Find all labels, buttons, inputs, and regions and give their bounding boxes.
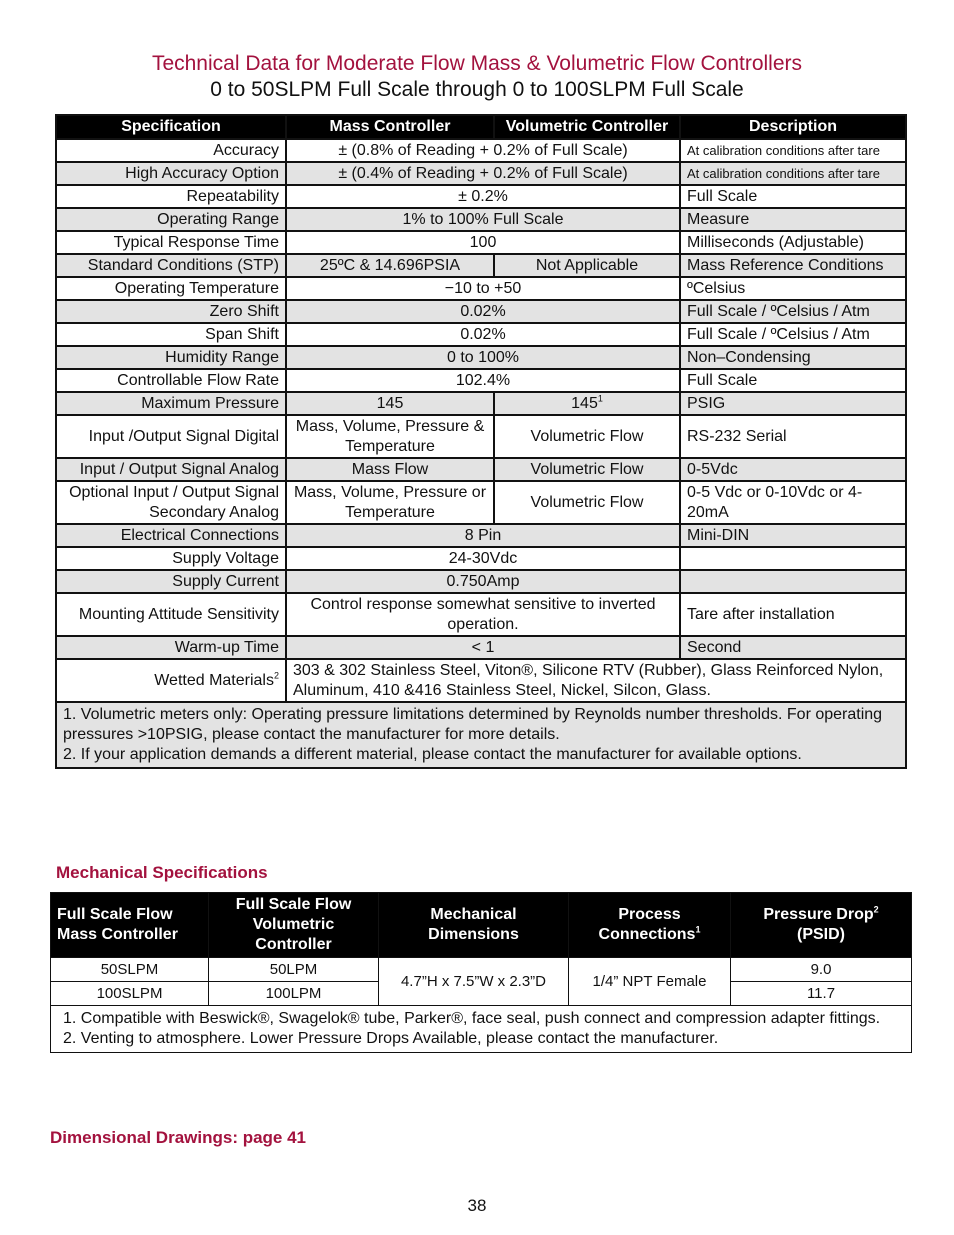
spec-value: 0 to 100% [286, 346, 680, 369]
table-row [56, 481, 906, 524]
spec-name: Controllable Flow Rate [56, 369, 286, 392]
spec-description: RS-232 Serial [680, 415, 906, 458]
mass-flow-cell: 100SLPM [51, 982, 209, 1006]
technical-data-table [55, 114, 907, 769]
spec-name: High Accuracy Option [56, 162, 286, 185]
spec-name: Zero Shift [56, 300, 286, 323]
table-row [56, 458, 906, 481]
spec-name-text: Wetted Materials [154, 671, 274, 689]
value-text: 145 [571, 394, 598, 412]
footnote-1: 1. Volumetric meters only: Operating pressure limitations determined by Reynolds number thresholds. For operating pressures >10PSIG, please contact the manufacturer for more details. [63, 706, 883, 743]
spec-name: Mounting Attitude Sensitivity [56, 593, 286, 636]
spec-value: 24-30Vdc [286, 547, 680, 570]
table-row [56, 636, 906, 659]
mass-controller-value: Mass Flow [286, 458, 494, 481]
table-row [56, 659, 906, 702]
volumetric-controller-value: Volumetric Flow [494, 458, 680, 481]
spec-description: At calibration conditions after tare [680, 162, 906, 185]
spec-description [680, 547, 906, 570]
mechanical-specs-table [50, 892, 912, 1053]
spec-description: Full Scale [680, 369, 906, 392]
mass-controller-value: Mass, Volume, Pressure or Temperature [286, 481, 494, 524]
spec-name: Electrical Connections [56, 524, 286, 547]
spec-description: Non–Condensing [680, 346, 906, 369]
spec-value: 303 & 302 Stainless Steel, Viton®, Silicone RTV (Rubber), Glass Reinforced Nylon, Aluminum, 410 &416 Stainless Steel, Nickel, Silcon, Glass. [286, 659, 906, 702]
spec-value: ± 0.2% [286, 185, 680, 208]
spec-name: Supply Voltage [56, 547, 286, 570]
footnote-ref: 1 [597, 393, 603, 404]
spec-name: Input / Output Signal Analog [56, 458, 286, 481]
spec-description: Milliseconds (Adjustable) [680, 231, 906, 254]
spec-description: 0-5 Vdc or 0-10Vdc or 4-20mA [680, 481, 906, 524]
column-header-pressure-drop [731, 893, 912, 958]
spec-description: At calibration conditions after tare [680, 139, 906, 162]
table-row [56, 208, 906, 231]
spec-name: Input /Output Signal Digital [56, 415, 286, 458]
table-row [56, 231, 906, 254]
table-row [56, 300, 906, 323]
column-header-mass-controller: Mass Controller [286, 115, 494, 139]
spec-name [56, 659, 286, 702]
spec-name: Optional Input / Output Signal Secondary Analog [56, 481, 286, 524]
volumetric-controller-value [494, 392, 680, 415]
page-title: Technical Data for Moderate Flow Mass & Volumetric Flow Controllers [151, 52, 803, 75]
spec-description: Mini-DIN [680, 524, 906, 547]
header-text: Pressure Drop [763, 906, 874, 923]
spec-name: Span Shift [56, 323, 286, 346]
header-unit: (PSID) [797, 926, 845, 943]
spec-name: Repeatability [56, 185, 286, 208]
mass-controller-value: 145 [286, 392, 494, 415]
table-row [56, 185, 906, 208]
column-header-description: Description [680, 115, 906, 139]
volumetric-controller-value: Volumetric Flow [494, 415, 680, 458]
table-row [56, 254, 906, 277]
spec-description: 0-5Vdc [680, 458, 906, 481]
pressure-drop-cell: 9.0 [731, 958, 912, 982]
table-row [56, 369, 906, 392]
connection-cell: 1/4” NPT Female [569, 958, 731, 1006]
volumetric-controller-value: Volumetric Flow [494, 481, 680, 524]
spec-name: Typical Response Time [56, 231, 286, 254]
mechanical-specs-heading: Mechanical Specifications [56, 863, 268, 882]
spec-description: Tare after installation [680, 593, 906, 636]
spec-name: Accuracy [56, 139, 286, 162]
spec-description: Measure [680, 208, 906, 231]
table-notes [56, 702, 906, 768]
spec-name: Maximum Pressure [56, 392, 286, 415]
volumetric-flow-cell: 100LPM [209, 982, 379, 1006]
footnote-ref: 2 [873, 904, 879, 915]
spec-name: Supply Current [56, 570, 286, 593]
table-row [56, 346, 906, 369]
spec-value: 100 [286, 231, 680, 254]
spec-value: < 1 [286, 636, 680, 659]
spec-value: −10 to +50 [286, 277, 680, 300]
mass-controller-value: Mass, Volume, Pressure & Temperature [286, 415, 494, 458]
volumetric-flow-cell: 50LPM [209, 958, 379, 982]
column-header-volumetric-controller: Full Scale Flow Volumetric Controller [209, 893, 379, 958]
spec-description: Full Scale / ºCelsius / Atm [680, 300, 906, 323]
volumetric-controller-value: Not Applicable [494, 254, 680, 277]
footnote-ref: 2 [273, 670, 279, 681]
dimensions-cell: 4.7”H x 7.5”W x 2.3”D [379, 958, 569, 1006]
pressure-drop-cell: 11.7 [731, 982, 912, 1006]
table-row [56, 392, 906, 415]
footnote-1: 1. Compatible with Beswick®, Swagelok® tube, Parker®, face seal, push connect and compression adapter fittings. [63, 1010, 881, 1027]
footnote-2: 2. Venting to atmosphere. Lower Pressure Drops Available, please contact the manufacturer. [63, 1030, 719, 1047]
column-header-volumetric-controller: Volumetric Controller [494, 115, 680, 139]
spec-description: Second [680, 636, 906, 659]
table-row [56, 570, 906, 593]
spec-name: Humidity Range [56, 346, 286, 369]
spec-value: 1% to 100% Full Scale [286, 208, 680, 231]
spec-name: Operating Range [56, 208, 286, 231]
notes-row [51, 1006, 912, 1053]
spec-description: Full Scale [680, 185, 906, 208]
spec-description: Full Scale / ºCelsius / Atm [680, 323, 906, 346]
table-row [56, 593, 906, 636]
spec-value: 0.750Amp [286, 570, 680, 593]
notes-row [56, 702, 906, 768]
spec-value: Control response somewhat sensitive to inverted operation. [286, 593, 680, 636]
spec-description: ºCelsius [680, 277, 906, 300]
table-header-row [56, 115, 906, 139]
spec-value: 102.4% [286, 369, 680, 392]
table-notes [51, 1006, 912, 1053]
spec-value: 8 Pin [286, 524, 680, 547]
table-row [51, 958, 912, 982]
spec-value: ± (0.8% of Reading + 0.2% of Full Scale) [286, 139, 680, 162]
spec-description [680, 570, 906, 593]
spec-description: Mass Reference Conditions [680, 254, 906, 277]
spec-name: Warm-up Time [56, 636, 286, 659]
spec-description: PSIG [680, 392, 906, 415]
table-row [56, 524, 906, 547]
dimensional-drawings-link[interactable]: Dimensional Drawings: page 41 [50, 1128, 307, 1147]
page-number: 38 [467, 1196, 487, 1215]
spec-value: ± (0.4% of Reading + 0.2% of Full Scale) [286, 162, 680, 185]
header-text: Process Connections [598, 906, 696, 943]
spec-name: Operating Temperature [56, 277, 286, 300]
footnote-2: 2. If your application demands a different material, please contact the manufacturer for available options. [63, 746, 802, 763]
column-header-process-connections [569, 893, 731, 958]
footnote-ref: 1 [695, 924, 701, 935]
page-subtitle: 0 to 50SLPM Full Scale through 0 to 100SLPM Full Scale [210, 78, 744, 101]
column-header-dimensions: Mechanical Dimensions [379, 893, 569, 958]
column-header-specification: Specification [56, 115, 286, 139]
spec-name: Standard Conditions (STP) [56, 254, 286, 277]
spec-value: 0.02% [286, 323, 680, 346]
table-row [56, 162, 906, 185]
table-row [56, 323, 906, 346]
column-header-mass-controller: Full Scale Flow Mass Controller [51, 893, 209, 958]
table-header-row [51, 893, 912, 958]
mass-controller-value: 25ºC & 14.696PSIA [286, 254, 494, 277]
mass-flow-cell: 50SLPM [51, 958, 209, 982]
table-row [56, 547, 906, 570]
table-row [56, 139, 906, 162]
table-row [56, 415, 906, 458]
table-row [56, 277, 906, 300]
spec-value: 0.02% [286, 300, 680, 323]
